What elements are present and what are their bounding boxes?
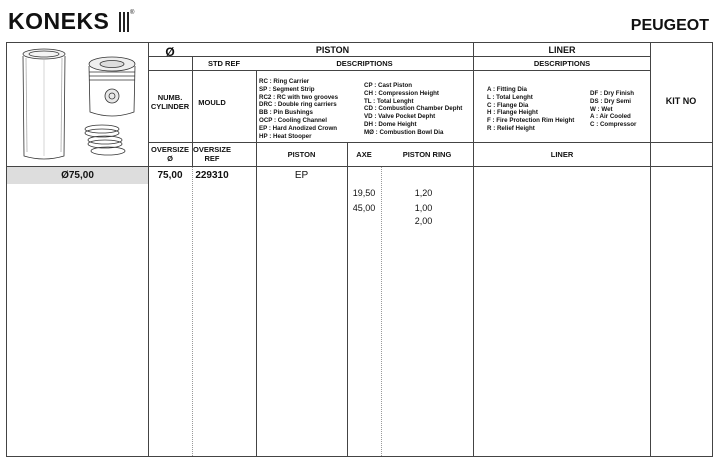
diameter-symbol-header: Ø	[165, 45, 175, 59]
piston-ring-column-header: PISTON RING	[402, 150, 452, 159]
piston-ring-value: 1,00	[414, 203, 433, 213]
kit-no-header: KIT NO	[665, 96, 697, 106]
oversize-dia-header: OVERSIZE Ø	[151, 145, 189, 163]
liner-drawing	[23, 49, 65, 159]
table-top-border	[6, 42, 712, 43]
piston-legend-left: RC : Ring Carrier SP : Segment Strip RC2 : RC with two grooves DRC : Double ring carriers BB : Pin Bushings OCP : Cooling Channel EP : Hard Anodized Crown HP : Heat Stooper	[259, 78, 339, 140]
piston-kit-illustration	[20, 44, 145, 162]
piston-ring-value: 1,20	[414, 188, 433, 198]
piston-column-header: PISTON	[287, 150, 316, 159]
liner-descriptions-header: DESCRIPTIONS	[533, 59, 591, 68]
axe-value: 19,50	[352, 188, 376, 198]
mould-header: MOULD	[198, 98, 226, 107]
piston-rings-drawing	[85, 125, 125, 155]
axe-column-header: AXE	[356, 150, 372, 159]
logo-bars-icon	[119, 12, 129, 32]
koneks-logo: KONEKS	[8, 8, 110, 34]
piston-type-value: EP	[294, 170, 309, 181]
std-ref-header: STD REF	[207, 59, 241, 68]
liner-legend-right: DF : Dry Finish DS : Dry Semi W : Wet A : Air Cooled C : Compressor	[590, 90, 637, 129]
liner-column-header: LINER	[550, 150, 574, 159]
liner-section-title: LINER	[548, 45, 576, 55]
table-bottom-border	[6, 456, 712, 457]
oversize-ref-header: OVERSIZE REF	[193, 145, 231, 163]
piston-ring-value: 2,00	[414, 216, 433, 226]
axe-value: 45,00	[352, 203, 376, 213]
liner-legend-left: A : Fitting Dia L : Total Lenght C : Flange Dia H : Flange Height F : Fire Protection Rim Height R : Relief Height	[487, 86, 575, 132]
piston-legend-right: CP : Cast Piston CH : Compression Height TL : Total Lenght CD : Combustion Chamber Depht VD : Valve Pocket Depht DH : Dome Height MØ : Combustion Bowl Dia	[364, 82, 463, 136]
registered-mark: ®	[130, 10, 135, 16]
piston-descriptions-header: DESCRIPTIONS	[336, 59, 393, 68]
brand-title: PEUGEOT	[630, 17, 709, 34]
bore-diameter: Ø75,00	[61, 170, 94, 181]
oversize-ref-value: 229310	[195, 170, 229, 181]
piston-drawing	[89, 57, 135, 116]
oversize-value: 75,00	[157, 170, 183, 181]
numb-cylinder-header: NUMB. CYLINDER	[150, 93, 190, 111]
piston-section-title: PISTON	[315, 45, 350, 55]
